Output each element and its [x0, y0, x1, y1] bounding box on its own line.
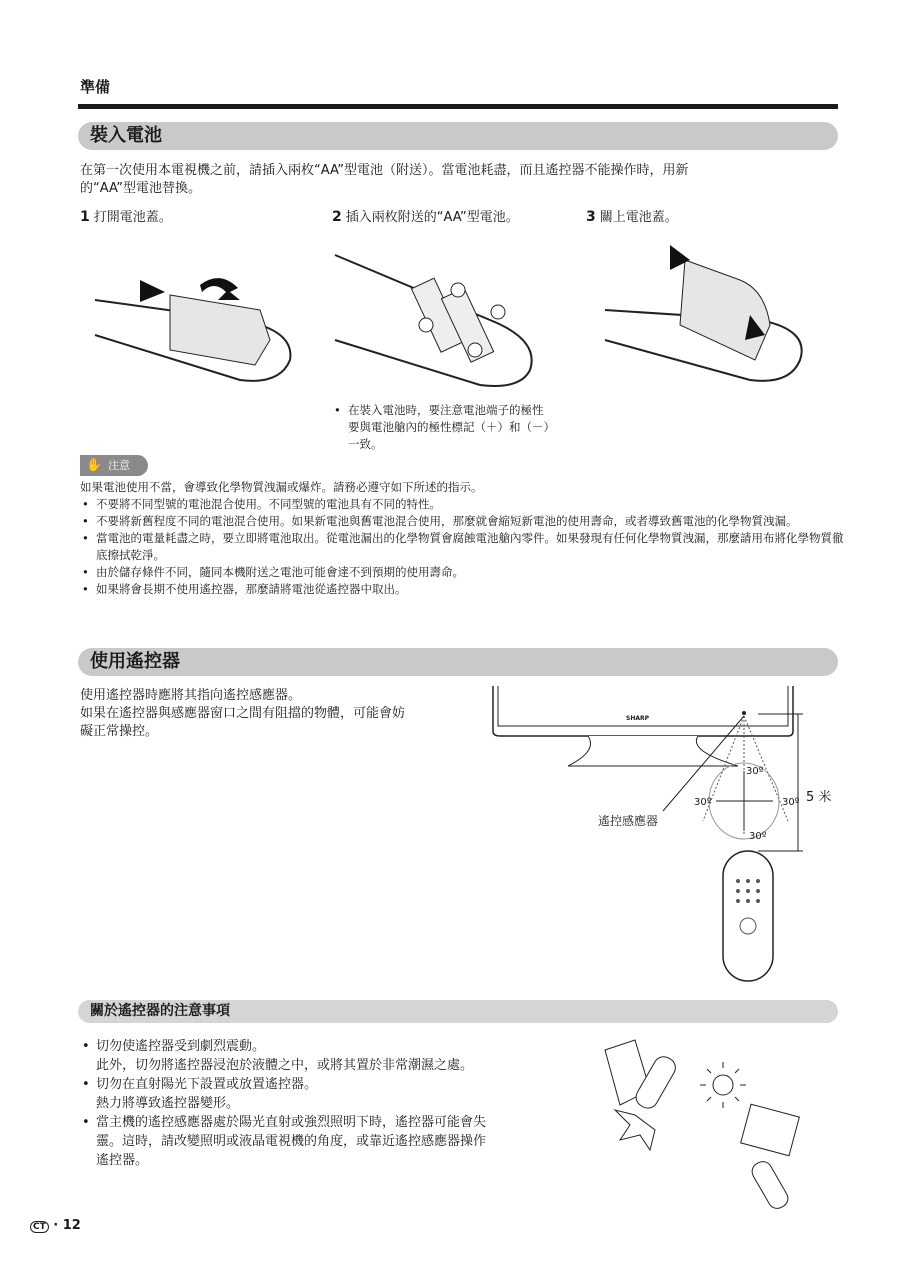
sensor-label: 遙控感應器 — [598, 814, 659, 828]
precaution-item: • 切勿使遙控器受到劇烈震動。 此外，切勿將遙控器浸泡於液體之中，或將其置於非常潮濕之處。 — [80, 1037, 580, 1075]
page-footer: CT · 12 — [30, 1218, 81, 1233]
remote-range-diagram — [488, 686, 838, 996]
caution-item: • 不要將不同型號的電池混合使用。不同型號的電池具有不同的特性。 — [80, 496, 845, 513]
precaution-item: • 切勿在直射陽光下設置或放置遙控器。 熱力將導致遙控器變形。 — [80, 1075, 580, 1113]
caution-item: • 當電池的電量耗盡之時，要立即將電池取出。從電池漏出的化學物質會腐蝕電池艙內零件。如果發現有任何化學物質洩漏，那麼請用布將化學物質徹底擦拭乾淨。 — [80, 530, 845, 564]
step-1: 1 打開電池蓋。 — [80, 209, 172, 225]
text-line: 如果在遙控器與感應器窗口之間有阻擋的物體，可能會妨 — [80, 706, 406, 721]
angle-left: 30º — [694, 797, 712, 808]
step-2: 2 插入兩枚附送的“AA”型電池。 — [332, 209, 519, 225]
text-line: 使用遙控器時應將其指向遙控感應器。 — [80, 688, 302, 703]
caution-block — [80, 479, 845, 598]
intro-line: 在第一次使用本電視機之前，請插入兩枚“AA”型電池（附送）。當電池耗盡，而且遙控器不能操作時，用新 — [80, 163, 689, 178]
precaution-item: • 當主機的遙控感應器處於陽光直射或強烈照明下時，遙控器可能會失 靈。這時，請改變照明或液晶電視機的角度，或靠近遙控感應器操作 遙控器。 — [80, 1113, 580, 1170]
precaution-illustration — [595, 1030, 825, 1220]
precaution-list — [80, 1037, 580, 1170]
language-code-icon: CT — [30, 1221, 49, 1233]
intro-line: 的“AA”型電池替換。 — [80, 181, 202, 196]
step-3: 3 關上電池蓋。 — [586, 209, 678, 225]
angle-bottom: 30º — [749, 831, 767, 842]
close-cover-illustration — [600, 230, 815, 400]
page-number: 12 — [62, 1218, 81, 1233]
section-title-remote: 使用遙控器 — [78, 648, 838, 676]
polarity-note-text: • 在裝入電池時，要注意電池端子的極性 要與電池艙內的極性標記（＋）和（－） 一致。 — [332, 402, 612, 453]
caution-item: • 如果將會長期不使用遙控器，那麼請將電池從遙控器中取出。 — [80, 581, 845, 598]
polarity-note — [332, 402, 612, 453]
remote-usage-text — [80, 687, 480, 741]
hand-warning-icon: ✋ — [86, 458, 103, 473]
caution-badge: ✋ 注意 — [80, 455, 148, 476]
header-title: 準備 — [80, 78, 111, 96]
angle-top: 30º — [746, 766, 764, 777]
angle-right: 30º — [782, 797, 800, 808]
insert-batteries-illustration — [330, 250, 545, 400]
section-title-remote-precautions: 關於遙控器的注意事項 — [78, 1000, 838, 1023]
caution-lead: 如果電池使用不當，會導致化學物質洩漏或爆炸。請務必遵守如下所述的指示。 — [80, 480, 483, 494]
caution-item: • 不要將新舊程度不同的電池混合使用。如果新電池與舊電池混合使用，那麼就會縮短新電池的使用壽命，或者導致舊電池的化學物質洩漏。 — [80, 513, 845, 530]
header-rule — [78, 104, 838, 109]
battery-intro — [80, 162, 840, 198]
section-title-battery: 裝入電池 — [78, 122, 838, 150]
tv-brand: SHARP — [626, 715, 650, 722]
distance-label: 5 米 — [806, 790, 832, 805]
text-line: 礙正常操控。 — [80, 724, 159, 739]
caution-item: • 由於儲存條件不同，隨同本機附送之電池可能會達不到預期的使用壽命。 — [80, 564, 845, 581]
open-cover-illustration — [90, 240, 300, 390]
